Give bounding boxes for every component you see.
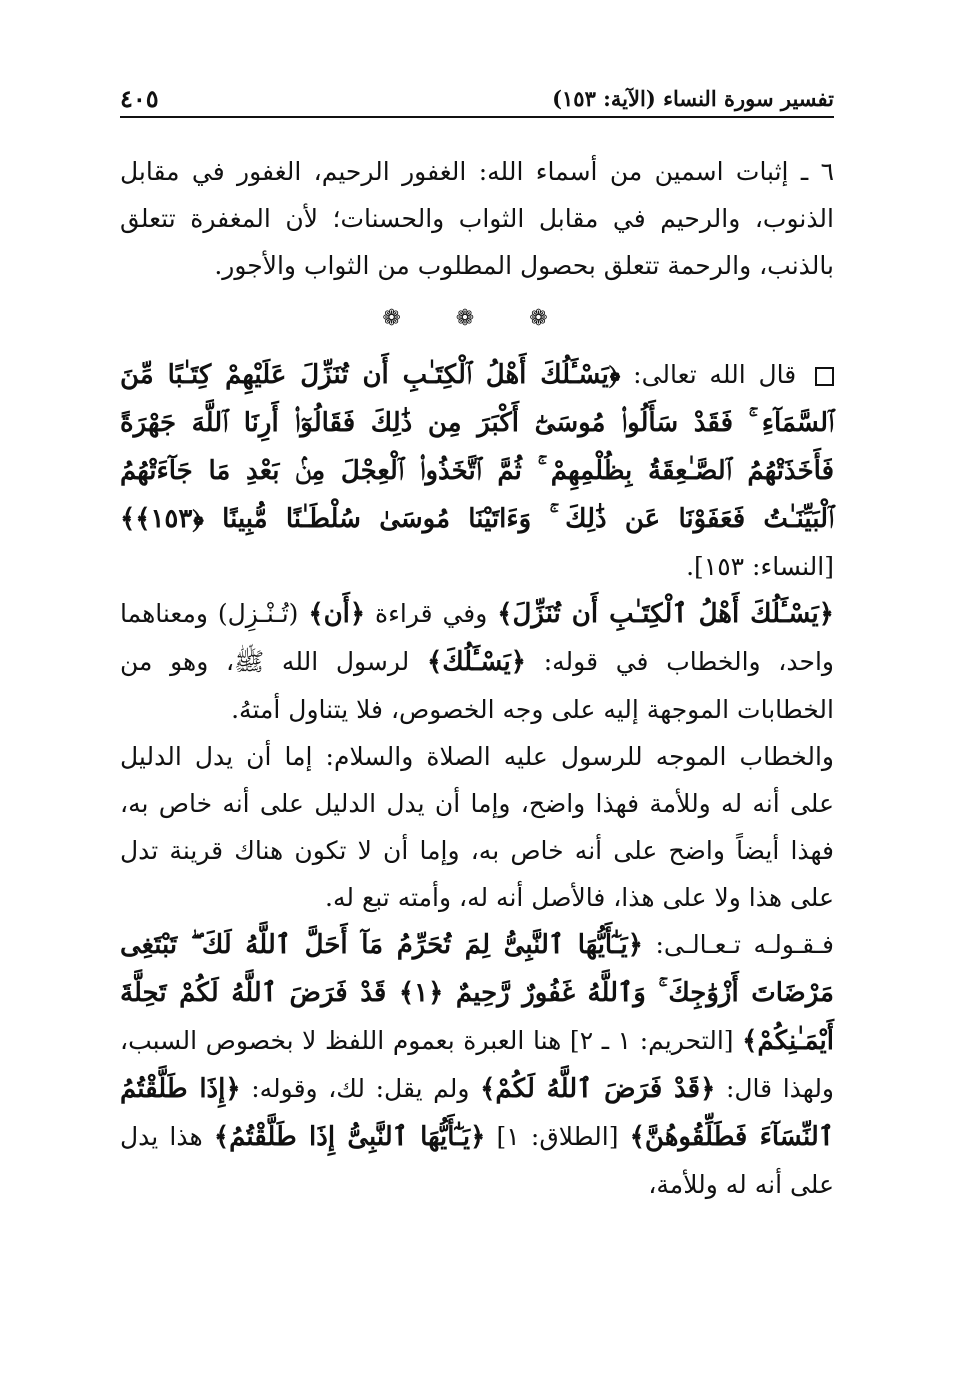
text-fragment: وفي قراءة (375, 599, 488, 628)
text-fragment: لرسول الله ﷺ، وهو من الخطابات الموجهة إليه على وجه الخصوص، فلا يتناول أمتهُ. (120, 647, 834, 724)
paragraph-2 (120, 590, 834, 733)
paragraph-3: والخطاب الموجه للرسول عليه الصلاة والسلام: إما أن يدل الدليل على أنه له وللأمة فهذا واضح، وإما أن يدل الدليل على أنه خاص به، فهذا أيضاً واضح على أنه خاص به، وإما أن لا تكون هناك قرينة تدل على هذا ولا على هذا، فالأصل أنه له، وأمته تبع له. (120, 742, 834, 912)
quran-quote: ﴿يَـٰٓأَيُّهَا ٱلنَّبِىُّ لِمَ تُحَرِّمُ مَآ أَحَلَّ ٱللَّهُ لَكَ ۖ تَبْتَغِى مَرْضَاتَ أَزْوَٰجِكَ ۚ وَٱللَّهُ غَفُورٌ رَّحِيمٌ ﴿١﴾ قَدْ فَرَضَ ٱللَّهُ لَكُمْ تَحِلَّةَ أَيْمَـٰنِكُمْ﴾ (120, 930, 834, 1056)
section-divider: ❁ ❁ ❁ (382, 306, 572, 331)
verse-paragraph (120, 351, 834, 590)
quran-quote: ﴿يَسْـَٔلُكَ أَهْلُ ٱلْكِتَـٰبِ أَن تُنَزِّلَ﴾ (497, 599, 834, 629)
quran-quote: ﴿إِذَا طَلَّقْتُمُ ٱلنِّسَآءَ فَطَلِّقُوهُنَّ﴾ (120, 1074, 834, 1152)
text-fragment: (تُـنْـزِل) ومعناهما واحد، والخطاب في قوله: (120, 599, 834, 676)
quran-quote: ﴿أَن﴾ (308, 599, 366, 629)
quran-verse: ﴿يَسْـَٔلُكَ أَهْلُ ٱلْكِتَـٰبِ أَن تُنَزِّلَ عَلَيْهِمْ كِتَـٰبًا مِّنَ ٱلسَّمَآءِ ۚ فَقَدْ سَأَلُوا۟ مُوسَىٰٓ أَكْبَرَ مِن ذَٰلِكَ فَقَالُوٓا۟ أَرِنَا ٱللَّهَ جَهْرَةً فَأَخَذَتْهُمُ ٱلصَّـٰعِقَةُ بِظُلْمِهِمْ ۚ ثُمَّ ٱتَّخَذُوا۟ ٱلْعِجْلَ مِنۢ بَعْدِ مَا جَآءَتْهُمُ ٱلْبَيِّنَـٰتُ فَعَفَوْنَا عَن ذَٰلِكَ ۚ وَءَاتَيْنَا مُوسَىٰ سُلْطَـٰنًا مُّبِينًا ﴿١٥٣﴾﴾ (120, 360, 834, 534)
paragraph-1: ٦ ـ إثبات اسمين من أسماء الله: الغفور الرحيم، الغفور في مقابل الذنوب، والرحيم في مقابل الثواب والحسنات؛ لأن المغفرة تتعلق بالذنب، والرحمة تتعلق بحصول المطلوب من الثواب والأجور. (120, 157, 834, 280)
quran-quote: ﴿يَسْـَٔلُكَ﴾ (426, 647, 527, 677)
running-header (120, 80, 834, 118)
text-fragment: فـقـولـه تـعـالـى: (655, 930, 834, 959)
square-marker-icon (815, 367, 834, 386)
page-body (120, 148, 834, 1208)
text-fragment: ولم يقل: لك، وقوله: (251, 1074, 470, 1103)
header-title: تفسير سورة النساء (الآية: ١٥٣) (552, 86, 834, 111)
verse-intro: قال الله تعالى: (633, 360, 797, 389)
verse-reference: [النساء: ١٥٣]. (686, 552, 834, 581)
text-fragment: هذا يدل على أنه له وللأمة، (120, 1122, 834, 1199)
quran-quote: ﴿قَدْ فَرَضَ ٱللَّهُ لَكُمْ﴾ (480, 1074, 716, 1104)
text-fragment: هنا العبرة بعموم اللفظ لا بخصوص السبب، ولهذا قال: (120, 1026, 835, 1103)
paragraph-4 (120, 921, 834, 1208)
page-number: ٤٠٥ (120, 84, 159, 113)
page (120, 80, 834, 1208)
quran-quote: ﴿يَـٰٓأَيُّهَا ٱلنَّبِىُّ إِذَا طَلَّقْتُمُ﴾ (213, 1122, 486, 1152)
verse-reference: [التحريم: ١ ـ ٢] (569, 1026, 734, 1055)
verse-reference: [الطلاق: ١] (496, 1122, 619, 1151)
